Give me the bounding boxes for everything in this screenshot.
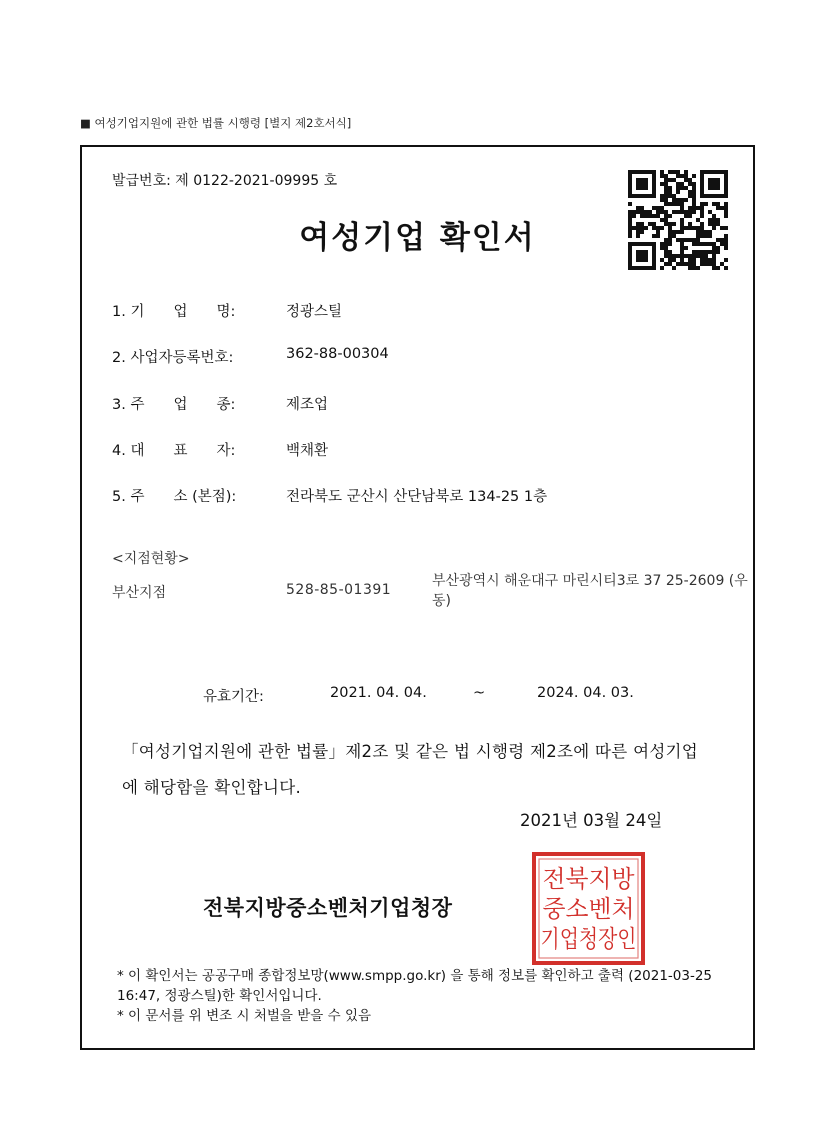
svg-text:기업청장인: 기업청장인 xyxy=(540,925,637,953)
issue-date: 2021년 03월 24일 xyxy=(520,811,663,830)
field-value: 362-88-00304 xyxy=(286,346,389,362)
branch-reg-number: 528-85-01391 xyxy=(286,582,392,598)
form-reference: ■ 여성기업지원에 관한 법률 시행령 [별지 제2호서식] xyxy=(80,116,352,130)
confirmation-statement: 「여성기업지원에 관한 법률」제2조 및 같은 법 시행령 제2조에 따른 여성기업에 해당함을 확인합니다. xyxy=(122,742,699,797)
field-label: 1. 기 업 명: xyxy=(112,304,236,320)
svg-text:중소벤처: 중소벤처 xyxy=(542,895,635,923)
note-item: * 이 문서를 위 변조 시 처벌을 받을 수 있음 xyxy=(117,1008,372,1024)
field-label: 2. 사업자등록번호: xyxy=(112,350,234,366)
official-seal-stamp xyxy=(531,851,646,966)
branch-address: 부산광역시 해운대구 마린시티3로 37 25-2609 (우동) xyxy=(432,573,748,609)
field-label: 5. 주 소 (본점): xyxy=(112,489,237,505)
field-value: 제조업 xyxy=(286,397,329,413)
branch-heading: <지점현황> xyxy=(112,551,190,567)
field-label: 3. 주 업 종: xyxy=(112,397,236,413)
issue-number: 발급번호: 제 0122-2021-09995 호 xyxy=(112,173,338,189)
field-value: 정광스틸 xyxy=(286,304,343,320)
validity-end: 2024. 04. 03. xyxy=(537,685,634,701)
validity-separator: ~ xyxy=(473,685,486,701)
validity-label: 유효기간: xyxy=(203,689,264,705)
field-label: 4. 대 표 자: xyxy=(112,443,236,459)
field-value: 전라북도 군산시 산단남북로 134-25 1층 xyxy=(286,489,548,505)
note-item: * 이 확인서는 공공구매 종합정보망(www.smpp.go.kr) 을 통해 정보를 확인하고 출력 (2021-03-25 16:47, 정광스틸)한 확인서입니다. xyxy=(117,968,713,1004)
branch-name: 부산지점 xyxy=(112,585,167,601)
issuer-name: 전북지방중소벤처기업청장 xyxy=(203,896,453,920)
svg-text:전북지방: 전북지방 xyxy=(542,865,636,893)
field-value: 백채환 xyxy=(286,443,329,459)
notes xyxy=(117,966,737,1026)
validity-start: 2021. 04. 04. xyxy=(330,685,427,701)
document-title: 여성기업 확인서 xyxy=(299,220,536,256)
